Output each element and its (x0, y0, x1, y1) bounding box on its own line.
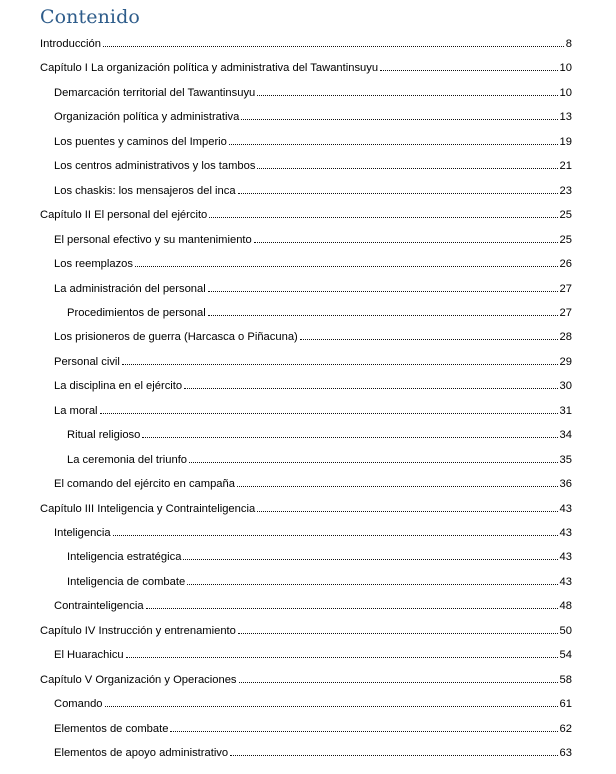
toc-entry[interactable] (54, 107, 572, 123)
toc-entry[interactable] (67, 425, 572, 441)
toc-entry[interactable] (40, 58, 572, 74)
dot-leader (122, 364, 558, 365)
dot-leader (209, 217, 557, 218)
dot-leader (208, 315, 558, 316)
toc-entry-page-number: 26 (559, 258, 572, 271)
toc-entry-label: Capítulo III Inteligencia y Contrainteligencia (40, 502, 256, 515)
toc-entry-page-number: 27 (559, 282, 572, 295)
dot-leader (241, 119, 557, 120)
toc-entry-label: La disciplina en el ejército (54, 380, 183, 393)
dot-leader (189, 462, 558, 463)
toc-entry-label: Contrainteligencia (54, 600, 144, 613)
toc-entry-label: Los chaskis: los mensajeros del inca (54, 184, 236, 197)
toc-entry-label: Introducción (40, 38, 101, 50)
toc-entry-page-number: 21 (559, 160, 572, 173)
toc-entry[interactable] (40, 34, 572, 50)
toc-entry-page-number: 13 (559, 111, 572, 124)
toc-entry-page-number: 36 (559, 478, 572, 491)
toc-entry-page-number: 23 (559, 184, 572, 197)
toc-entry-page-number: 31 (559, 404, 572, 417)
toc-entry[interactable] (54, 352, 572, 368)
toc-entry-label: Capítulo V Organización y Operaciones (40, 673, 237, 686)
toc-entry-page-number: 25 (559, 209, 572, 222)
toc-entry[interactable] (54, 376, 572, 392)
toc-entry[interactable] (54, 83, 572, 99)
toc-entry[interactable] (67, 450, 572, 466)
toc-entry-label: Los reemplazos (54, 258, 133, 271)
toc-entry[interactable] (67, 303, 572, 319)
dot-leader (184, 388, 557, 389)
toc-entry[interactable] (67, 572, 572, 588)
toc-entry-page-number: 62 (559, 722, 572, 735)
toc-entry[interactable] (54, 254, 572, 270)
toc-entry-label: La ceremonia del triunfo (67, 453, 188, 466)
toc-entry-label: La moral (54, 404, 98, 417)
toc-entry-page-number: 58 (559, 673, 572, 686)
toc-entry-label: Ritual religioso (67, 429, 141, 442)
dot-leader (103, 46, 564, 47)
toc-entry[interactable] (40, 499, 572, 515)
dot-leader (187, 584, 557, 585)
dot-leader (257, 95, 557, 96)
dot-leader (142, 437, 557, 438)
toc-entry-label: Capítulo II El personal del ejército (40, 209, 208, 222)
toc-entry-label: Elementos de apoyo administrativo (54, 747, 229, 760)
toc-entry-label: Procedimientos de personal (67, 306, 206, 319)
toc-entry[interactable] (54, 132, 572, 148)
dot-leader (300, 339, 558, 340)
dot-leader (229, 144, 558, 145)
toc-entry[interactable] (54, 279, 572, 295)
dot-leader (126, 657, 558, 658)
toc-entry-page-number: 63 (559, 747, 572, 760)
page-title: Contenido (40, 6, 140, 28)
dot-leader (105, 706, 558, 707)
toc-entry[interactable] (54, 181, 572, 197)
toc-entry-page-number: 10 (559, 62, 572, 75)
toc-entry-page-number: 43 (559, 575, 572, 588)
toc-entry-label: Demarcación territorial del Tawantinsuyu (54, 86, 256, 99)
toc-entry[interactable] (40, 205, 572, 221)
toc-entry[interactable] (40, 621, 572, 637)
toc-entry-label: Los prisioneros de guerra (Harcasca o Piñacuna) (54, 331, 298, 344)
dot-leader (113, 535, 558, 536)
toc-entry-label: El personal efectivo y su mantenimiento (54, 233, 252, 246)
toc-entry-label: Los puentes y caminos del Imperio (54, 135, 227, 148)
dot-leader (183, 559, 557, 560)
dot-leader (170, 731, 557, 732)
toc-entry-page-number: 8 (565, 38, 572, 50)
toc-entry-page-number: 50 (559, 624, 572, 637)
toc-entry-label: Personal civil (54, 355, 120, 368)
dot-leader (135, 266, 558, 267)
toc-entry-label: La administración del personal (54, 282, 206, 295)
toc-entry-page-number: 28 (559, 331, 572, 344)
dot-leader (208, 291, 558, 292)
toc-entry-label: Organización política y administrativa (54, 111, 240, 124)
toc-entry[interactable] (54, 596, 572, 612)
dot-leader (100, 413, 558, 414)
toc-entry[interactable] (54, 523, 572, 539)
toc-entry[interactable] (54, 645, 572, 661)
toc-entry-page-number: 48 (559, 600, 572, 613)
toc-entry[interactable] (54, 327, 572, 343)
dot-leader (230, 755, 557, 756)
toc-entry-page-number: 34 (559, 429, 572, 442)
toc-entry-label: Inteligencia (54, 527, 111, 539)
dot-leader (237, 486, 558, 487)
toc-entry-page-number: 29 (559, 355, 572, 368)
toc-entry-page-number: 61 (559, 698, 572, 711)
toc-entry-label: Comando (54, 698, 103, 711)
dot-leader (239, 682, 558, 683)
toc-entry-page-number: 43 (559, 527, 572, 539)
toc-entry-label: Los centros administrativos y los tambos (54, 160, 256, 173)
toc-entry-label: El comando del ejército en campaña (54, 478, 235, 491)
dot-leader (238, 193, 558, 194)
toc-entry[interactable] (67, 547, 572, 563)
toc-entry[interactable] (54, 401, 572, 417)
toc-entry-page-number: 43 (559, 551, 572, 564)
toc-entry-label: Inteligencia estratégica (67, 551, 182, 564)
toc-entry-page-number: 27 (559, 306, 572, 319)
toc-entry[interactable] (54, 230, 572, 246)
toc-entry[interactable] (54, 474, 572, 490)
toc-entry-label: El Huarachicu (54, 649, 124, 662)
dot-leader (238, 633, 558, 634)
toc-entry-label: Capítulo IV Instrucción y entrenamiento (40, 624, 236, 637)
toc-entry[interactable] (40, 670, 572, 686)
toc-entry-page-number: 43 (559, 502, 572, 515)
toc-entry-label: Inteligencia de combate (67, 575, 186, 588)
dot-leader (257, 168, 557, 169)
toc-entry-page-number: 30 (559, 380, 572, 393)
toc-entry[interactable] (54, 743, 572, 759)
dot-leader (380, 70, 557, 71)
dot-leader (254, 242, 558, 243)
toc-entry-page-number: 19 (559, 135, 572, 148)
dot-leader (257, 511, 557, 512)
toc-entry-page-number: 54 (559, 649, 572, 662)
toc-entry-page-number: 10 (559, 86, 572, 99)
toc-entry-page-number: 35 (559, 453, 572, 466)
toc-entry-page-number: 25 (559, 233, 572, 246)
toc-entry[interactable] (54, 156, 572, 172)
toc-entry[interactable] (54, 694, 572, 710)
toc-entry-label: Capítulo I La organización política y administrativa del Tawantinsuyu (40, 62, 379, 75)
toc-entry[interactable] (54, 719, 572, 735)
toc-entry-label: Elementos de combate (54, 722, 169, 735)
dot-leader (146, 608, 558, 609)
